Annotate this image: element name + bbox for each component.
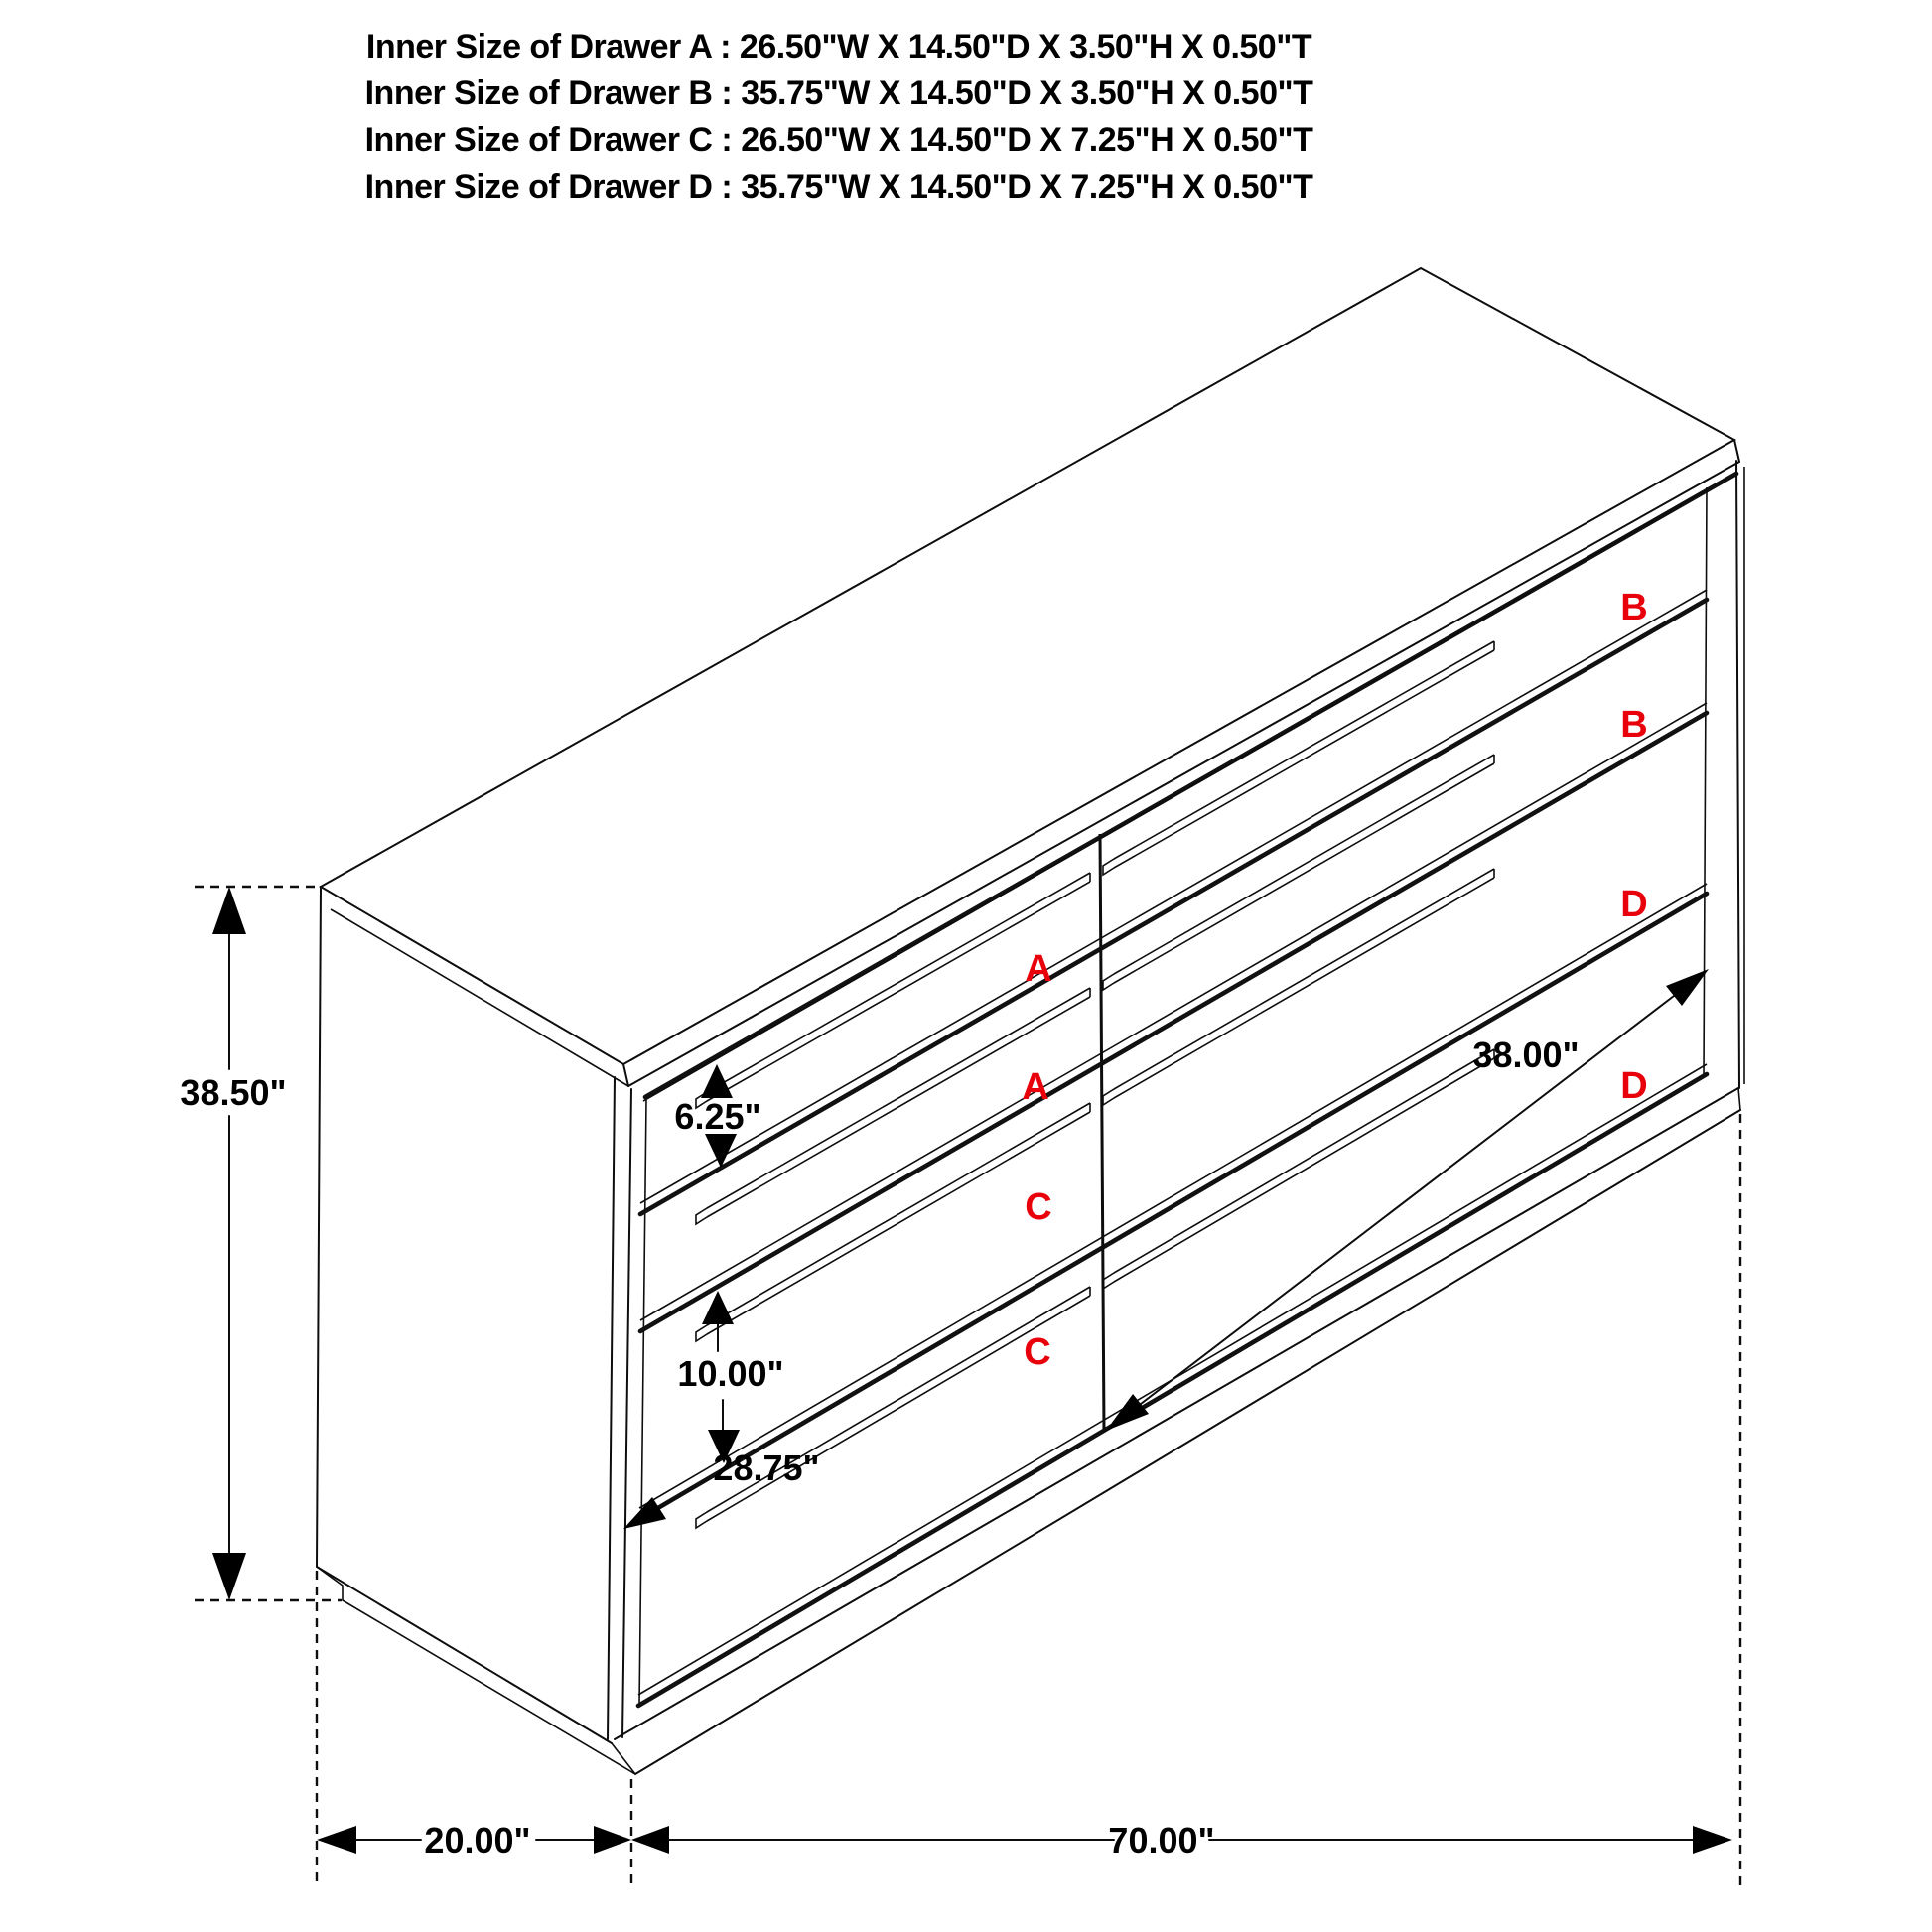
label-drawer-b1: B — [1620, 587, 1648, 628]
frame-bottom-outer-edge — [615, 1088, 1738, 1739]
dimension-width-diagonal — [1106, 969, 1709, 1431]
arrowhead-left — [317, 1826, 356, 1854]
dimension-drawer-c-face — [677, 1291, 783, 1463]
plinth-right-corner — [1738, 1088, 1740, 1110]
label-drawer-d2: D — [1620, 1065, 1648, 1107]
arrowhead-up — [701, 1064, 733, 1098]
arrowhead-down-left — [1106, 1394, 1149, 1431]
side-plinth-step — [317, 1567, 635, 1774]
top-face — [321, 268, 1734, 1064]
arrowhead-right — [594, 1826, 631, 1854]
frame-right-outer-edge — [1736, 461, 1739, 1088]
overall-depth-value: 20.00" — [424, 1820, 531, 1861]
frame-right-inner-edge — [1704, 487, 1707, 1075]
width-diagonal-value: 38.00" — [1472, 1035, 1580, 1075]
arrowhead-left — [631, 1826, 669, 1854]
arrowhead-up-right — [1666, 969, 1709, 1006]
overall-width-value: 70.00" — [1108, 1820, 1215, 1861]
side-front-edge — [608, 1077, 615, 1739]
drawer-handle-c2 — [696, 1287, 1090, 1528]
row-divider-3-top — [639, 884, 1707, 1508]
projection-lines — [317, 1114, 1740, 1888]
label-drawer-d1: D — [1620, 884, 1648, 925]
center-divider — [1100, 834, 1104, 1432]
arrowhead-up — [212, 887, 246, 934]
header-line-drawer-a: Inner Size of Drawer A : 26.50"W X 14.50"D X 3.50"H X 0.50"T — [365, 28, 1312, 66]
label-drawer-a2: A — [1022, 1066, 1049, 1108]
arrowhead-up — [702, 1291, 734, 1324]
drawer-c-face-value: 10.00" — [677, 1353, 784, 1394]
frame-left-inner-edge — [639, 1100, 646, 1706]
dimension-overall-depth — [317, 1820, 631, 1861]
width-diagonal-shaft — [1141, 996, 1674, 1404]
side-back-edge — [317, 887, 321, 1567]
row-bottom — [638, 1074, 1707, 1706]
header-line-drawer-d: Inner Size of Drawer D : 35.75"W X 14.50"D X 7.25"H X 0.50"T — [364, 168, 1313, 206]
label-drawer-c2: C — [1024, 1331, 1051, 1373]
dimension-overall-width — [631, 1820, 1732, 1861]
drawer-handle-d2 — [1103, 1049, 1494, 1289]
label-drawer-c1: C — [1025, 1186, 1052, 1228]
plinth-left-corner — [612, 1743, 635, 1774]
label-drawer-b2: B — [1620, 704, 1648, 746]
arrowhead-down — [212, 1553, 246, 1600]
header-line-drawer-b: Inner Size of Drawer B : 35.75"W X 14.50"D X 3.50"H X 0.50"T — [364, 74, 1313, 112]
arrowhead-right — [1693, 1826, 1732, 1854]
depth-diagonal-value: 28.75" — [713, 1448, 820, 1488]
plinth-front-bottom-edge — [635, 1110, 1740, 1774]
label-drawer-a1: A — [1025, 948, 1052, 990]
drawer-a-face-value: 6.25" — [674, 1096, 761, 1137]
side-bottom-edge — [317, 1567, 612, 1743]
arrowhead-down-left — [623, 1497, 666, 1529]
frame-left-outer-edge — [622, 1089, 631, 1737]
row-divider-3 — [639, 894, 1707, 1519]
overall-height-value: 38.50" — [180, 1072, 287, 1113]
top-slab-right-corner-edge — [1734, 440, 1739, 462]
header-line-drawer-c: Inner Size of Drawer C : 26.50"W X 14.50"D X 7.25"H X 0.50"T — [364, 121, 1313, 159]
dimension-depth-diagonal — [623, 1448, 820, 1529]
